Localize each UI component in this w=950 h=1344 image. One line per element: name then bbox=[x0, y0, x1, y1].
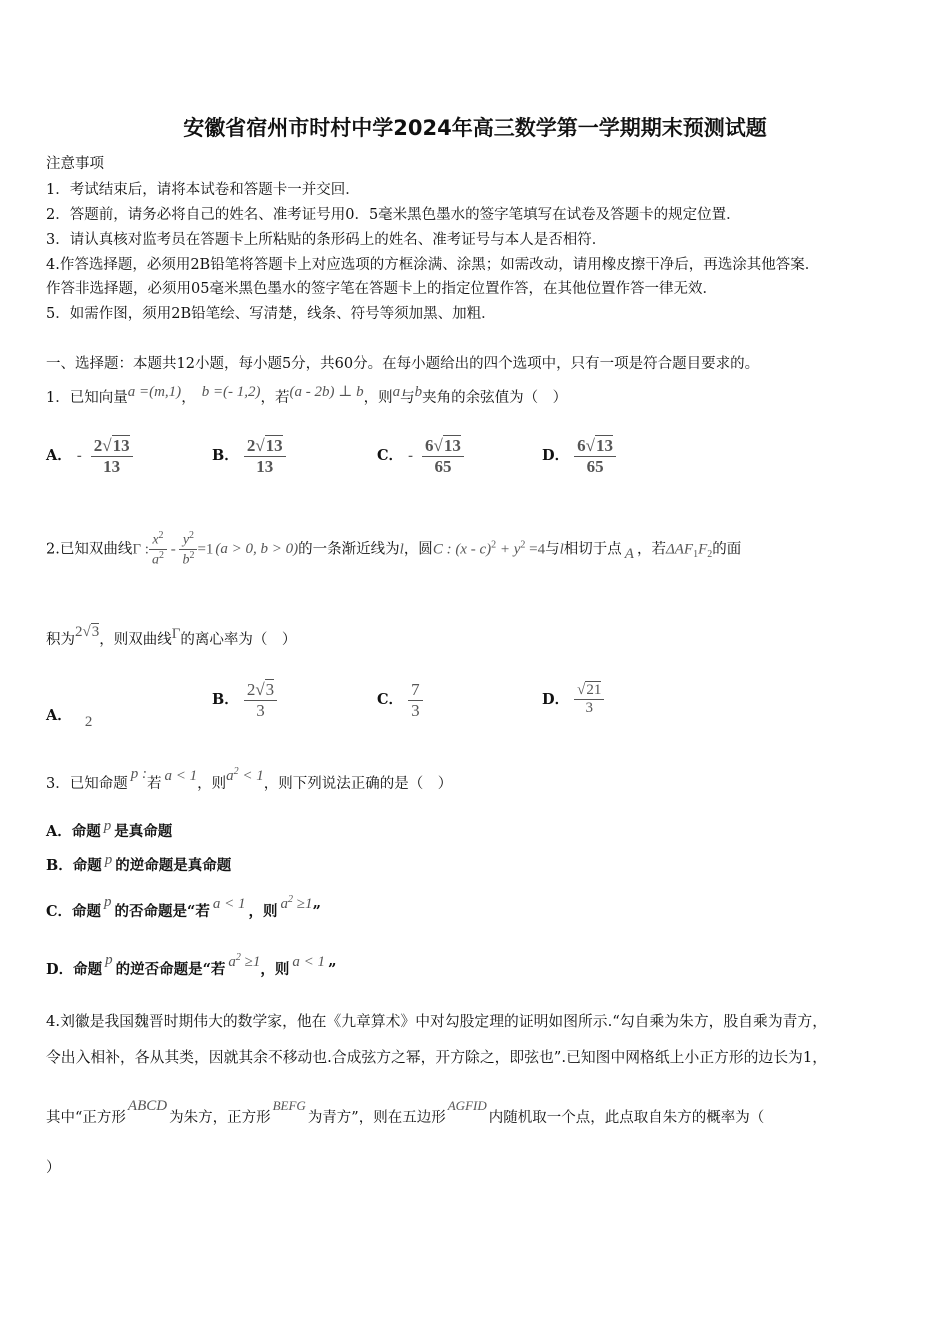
notice-heading: 注意事项 bbox=[46, 156, 104, 172]
q2-frac-x: $\frac{x^2}{a^2}$ bbox=[149, 530, 167, 569]
q3-d-m1b: ≥1 bbox=[240, 954, 261, 970]
q1-math-b: b =(- 1,2) bbox=[201, 384, 261, 400]
q3-c-p: p bbox=[104, 894, 112, 910]
q2-option-d[interactable] bbox=[542, 682, 604, 718]
q3-b-t2: 的逆命题是真命题 bbox=[115, 857, 232, 874]
q2-circle2: + y bbox=[496, 541, 521, 558]
q1-option-a[interactable] bbox=[46, 436, 133, 476]
question-2-stem: 2.已知双曲线Γ : $\frac{x^2}{a^2}$ - $\frac{y^2}{b^2}$ =1 (a > 0, b > 0)的一条渐近线为l，圆C : $(x - c)^2 + y^2 =4$与l相切于点 A ，若$\Delta AF_1F_2$的面 bbox=[46, 530, 742, 568]
q2-b-coef: 2 bbox=[246, 680, 256, 699]
q1-b-rad: 13 bbox=[265, 436, 283, 455]
q2-gamma: Γ : bbox=[132, 541, 149, 558]
q4-abcd: ABCD bbox=[127, 1098, 168, 1114]
question-1-stem bbox=[46, 386, 567, 407]
q1-text-2: ， bbox=[181, 390, 196, 406]
q3-text-4: ，则下列说法正确的是（ ） bbox=[263, 776, 453, 792]
q1-option-a-sign: - bbox=[76, 448, 82, 465]
q4-t2: 为朱方，正方形 bbox=[169, 1110, 271, 1126]
q2-text-3: ，圆 bbox=[403, 541, 433, 558]
q3-text-3: ，则 bbox=[197, 776, 227, 792]
q2-cond: (a > 0, b > 0) bbox=[215, 541, 299, 558]
q2-option-d-frac: $\frac{√21}{3}$ bbox=[574, 682, 604, 718]
question-4-line-2: 令出入相补，各从其类，因就其余不移动也.合成弦方之幂，开方除之，即弦也”.已知图中网格纸上小正方形的边长为1， bbox=[46, 1049, 828, 1066]
q1-option-b[interactable] bbox=[212, 436, 286, 476]
q3-b-p: p bbox=[104, 852, 113, 868]
q1-option-d[interactable] bbox=[542, 436, 616, 476]
q4-t3: 为青方”，则在五边形 bbox=[307, 1110, 446, 1126]
q2-option-c-label: C． bbox=[377, 691, 404, 709]
q2-text-7: 的面 bbox=[712, 541, 742, 558]
question-4-line-1: 4.刘徽是我国魏晋时期伟大的数学家，他在《九章算术》中对勾股定理的证明如图所示.“勾自乘为朱方，股自乘为青方， bbox=[46, 1013, 828, 1030]
q3-b-t1: 命题 bbox=[72, 857, 102, 874]
q3-option-b[interactable] bbox=[46, 854, 231, 875]
q1-c-den: 65 bbox=[434, 456, 452, 476]
q2-d-den: 3 bbox=[585, 700, 593, 717]
q3-a-t2: 是真命题 bbox=[114, 823, 173, 840]
q2-text-2: 的一条渐近线为 bbox=[298, 541, 400, 558]
q2-tri: ΔAF bbox=[665, 541, 694, 558]
q1-option-a-label: A． bbox=[46, 447, 72, 465]
q3-a-label: A． bbox=[46, 823, 72, 840]
q3-c-t2: 的否命题是“若 bbox=[114, 903, 210, 920]
q1-option-a-frac: $\frac{2√13}{13}$ bbox=[91, 436, 133, 476]
q1-math-a: a =(m,1) bbox=[127, 384, 182, 400]
q2-option-b-label: B． bbox=[212, 691, 239, 709]
q3-option-c[interactable]: C．命题p的否命题是“若 a < 1 ，则 $a^2 \ge 1$” bbox=[46, 894, 321, 920]
q1-a-den: 13 bbox=[103, 456, 121, 476]
q3-c-m2: a bbox=[280, 896, 289, 912]
q1-option-d-label: D． bbox=[542, 447, 570, 465]
q2-text-6: ，若 bbox=[636, 541, 666, 558]
q2-fy: y bbox=[182, 532, 190, 548]
q4-t4: 内随机取一个点，此点取自朱方的概率为（ bbox=[488, 1110, 765, 1126]
q2-option-b[interactable] bbox=[212, 680, 277, 720]
q3-concl-b: < 1 bbox=[238, 768, 264, 784]
q1-text-3: ，若 bbox=[260, 390, 290, 406]
q1-text-1: 1．已知向量 bbox=[46, 390, 128, 406]
q2-option-a-label: A． bbox=[46, 707, 72, 724]
q2-area: 2√3 bbox=[75, 624, 100, 640]
q1-option-d-frac: $\frac{6√13}{65}$ bbox=[574, 436, 616, 476]
q1-text-4: ，则 bbox=[363, 390, 393, 406]
q2-text-1: 2.已知双曲线 bbox=[46, 541, 133, 558]
q3-option-a[interactable] bbox=[46, 820, 172, 841]
q3-d-p: p bbox=[105, 952, 113, 968]
q3-d-t2: 的逆否命题是“若 bbox=[115, 961, 226, 978]
q1-option-b-frac: $\frac{2√13}{13}$ bbox=[244, 436, 286, 476]
q1-d-rad: 13 bbox=[595, 436, 613, 455]
question-2-stem-line2 bbox=[46, 624, 297, 649]
q2-c-num: 7 bbox=[408, 680, 423, 701]
q2-circle: C : (x - c) bbox=[432, 541, 492, 558]
q2-line2-text-2: ，则双曲线 bbox=[99, 632, 172, 648]
q2-option-a[interactable] bbox=[46, 704, 93, 730]
q1-math-a2: a bbox=[392, 384, 401, 400]
question-3-stem bbox=[46, 766, 453, 793]
q2-l2: l bbox=[559, 541, 564, 558]
q2-option-c-frac bbox=[408, 680, 423, 720]
q2-area-rad: 3 bbox=[91, 624, 100, 640]
q3-concl: $a^2 < 1$ bbox=[226, 766, 264, 784]
notice-item-1: 1．考试结束后，请将本试卷和答题卡一并交回． bbox=[46, 182, 360, 198]
q1-text-5: 与 bbox=[400, 390, 415, 406]
q2-text-4: 与 bbox=[545, 541, 560, 558]
notice-item-4-cont: 作答非选择题，必须用05毫米黑色墨水的签字笔在答题卡上的指定位置作答，在其他位置作答一律无效． bbox=[46, 281, 717, 297]
q3-c-t1: 命题 bbox=[72, 903, 102, 920]
q3-concl-a: a bbox=[226, 768, 234, 784]
q2-option-b-frac: $\frac{2√3}{3}$ bbox=[244, 680, 277, 720]
q2-fa: a bbox=[151, 552, 159, 568]
q3-c-t3: ，则 bbox=[248, 903, 278, 920]
q3-d-t4: ” bbox=[328, 961, 337, 978]
q2-gamma2: Γ bbox=[171, 626, 181, 642]
q3-a-p: p bbox=[103, 818, 112, 834]
q3-d-t1: 命题 bbox=[73, 961, 103, 978]
q1-c-rad: 13 bbox=[443, 436, 461, 455]
q2-tri2: F bbox=[698, 541, 708, 558]
q1-b-coef: 2 bbox=[246, 436, 256, 455]
q1-option-c[interactable] bbox=[377, 436, 464, 476]
q2-b-rad: 3 bbox=[265, 680, 275, 699]
q3-d-t3: ，则 bbox=[260, 961, 290, 978]
q2-option-d-label: D． bbox=[542, 690, 570, 708]
section-heading: 一、选择题：本题共12小题，每小题5分，共60分。在每小题给出的四个选项中，只有一项是符合题目要求的。 bbox=[46, 356, 760, 372]
q3-cond: a < 1 bbox=[164, 768, 198, 784]
q4-agfid: AGFID bbox=[447, 1098, 487, 1113]
q2-line2-text-1: 积为 bbox=[46, 632, 75, 648]
notice-item-4: 4.作答选择题，必须用2B铅笔将答题卡上对应选项的方框涂满、涂黑；如需改动，请用橡皮擦干净后，再选涂其他答案． bbox=[46, 257, 820, 273]
q3-d-label: D． bbox=[46, 961, 74, 978]
q3-a-t1: 命题 bbox=[71, 823, 101, 840]
q3-text-1: 3．已知命题 bbox=[46, 776, 128, 792]
question-4-line-3 bbox=[46, 1098, 765, 1127]
q1-math-cond: (a - 2b) ⊥ b bbox=[289, 384, 364, 400]
q1-text-6: 夹角的余弦值为（ ） bbox=[422, 390, 568, 406]
q1-a-coef: 2 bbox=[93, 436, 103, 455]
question-4-line-4: ） bbox=[46, 1160, 61, 1176]
q1-d-coef: 6 bbox=[577, 436, 586, 455]
q2-fb: b bbox=[182, 552, 190, 568]
notice-item-3: 3．请认真核对监考员在答题卡上所粘贴的条形码上的姓名、准考证号与本人是否相符． bbox=[46, 232, 607, 248]
q1-c-coef: 6 bbox=[425, 436, 434, 455]
q2-b-den: 3 bbox=[256, 700, 265, 720]
q2-d-rad: 21 bbox=[586, 682, 602, 698]
q4-t1: 其中“正方形 bbox=[46, 1110, 126, 1126]
q3-d-m1: a bbox=[228, 954, 236, 970]
q1-option-b-label: B． bbox=[212, 447, 239, 465]
q1-d-den: 65 bbox=[586, 456, 604, 476]
q1-a-rad: 13 bbox=[112, 436, 130, 455]
q2-circle3: =4 bbox=[525, 541, 546, 558]
q3-b-label: B． bbox=[46, 857, 73, 874]
q3-d-m2: a < 1 bbox=[292, 954, 326, 970]
q3-c-m2b: ≥1 bbox=[293, 896, 313, 912]
q1-math-b2: b bbox=[414, 384, 423, 400]
q2-l1: l bbox=[399, 541, 404, 558]
q2-area-coef: 2 bbox=[75, 624, 83, 640]
q3-c-label: C． bbox=[46, 903, 73, 920]
q3-c-m1: a < 1 bbox=[212, 896, 246, 912]
q2-option-c[interactable] bbox=[377, 680, 423, 720]
q1-b-den: 13 bbox=[256, 456, 274, 476]
q1-option-c-sign: - bbox=[408, 448, 413, 465]
q2-c-den: 3 bbox=[411, 700, 420, 720]
q2-frac-y: $\frac{y^2}{b^2}$ bbox=[179, 530, 197, 569]
q1-option-c-frac: $\frac{6√13}{65}$ bbox=[422, 436, 464, 476]
q4-befg: BEFG bbox=[272, 1098, 306, 1113]
notice-item-5: 5．如需作图，须用2B铅笔绘、写清楚，线条、符号等须加黑、加粗． bbox=[46, 306, 496, 322]
exam-title: 安徽省宿州市时村中学2024年高三数学第一学期期末预测试题 bbox=[183, 116, 767, 140]
q2-point-A: A bbox=[624, 546, 634, 563]
q3-text-2: 若 bbox=[146, 776, 162, 792]
q2-text-5: 相切于点 bbox=[563, 541, 622, 558]
q3-c-t4: ” bbox=[312, 903, 321, 920]
q2-line2-text-3: 的离心率为（ ） bbox=[180, 632, 297, 648]
q2-eq: =1 bbox=[197, 541, 214, 558]
q3-option-d[interactable]: D．命题p的逆否命题是“若 $a^2 \ge 1$，则 a < 1 ” bbox=[46, 952, 337, 978]
q2-option-a-value: 2 bbox=[84, 714, 93, 730]
notice-item-2: 2．答题前，请务必将自己的姓名、准考证号用0．5毫米黑色墨水的签字笔填写在试卷及答题卡的规定位置． bbox=[46, 207, 741, 223]
q2-fx: x bbox=[152, 532, 159, 548]
q1-option-c-label: C． bbox=[377, 447, 404, 465]
q3-p: p : bbox=[130, 766, 147, 782]
